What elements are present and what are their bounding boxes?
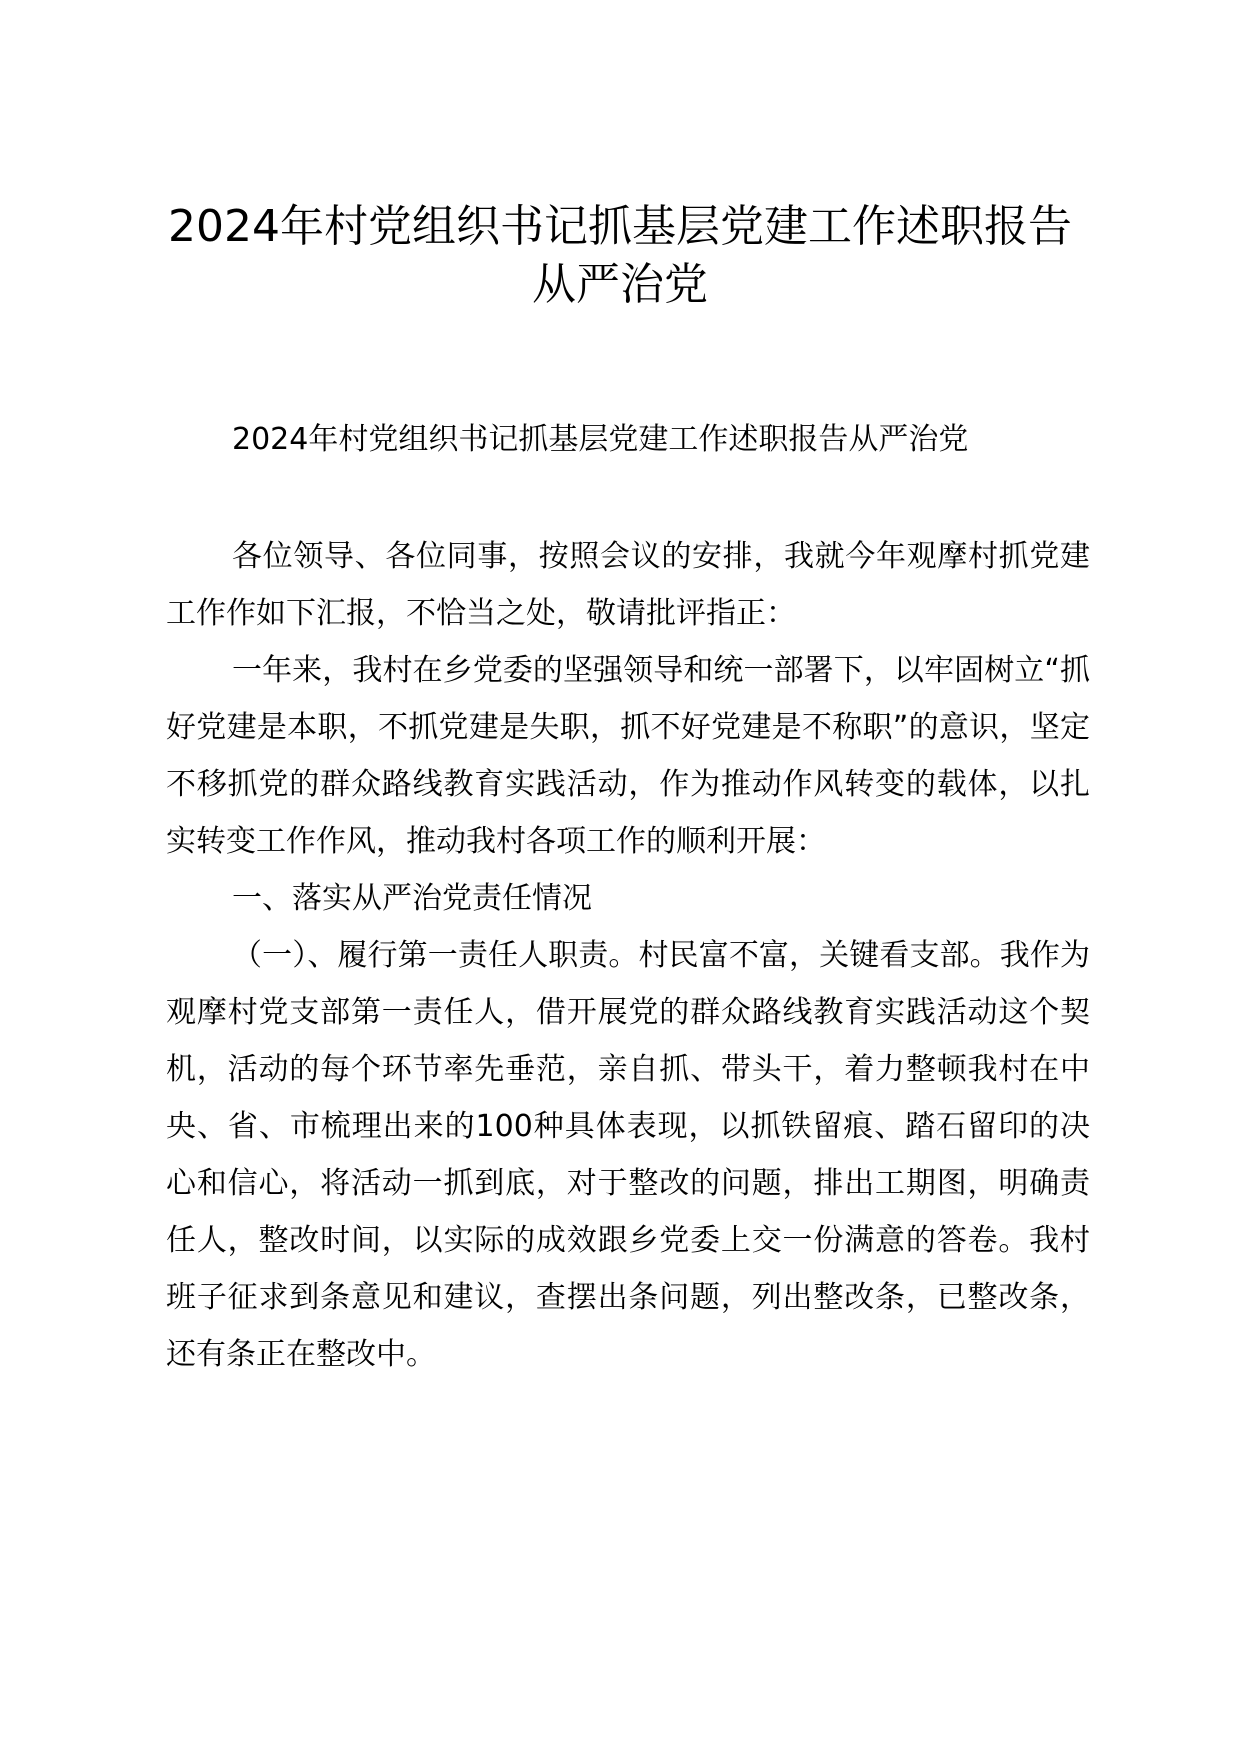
- section-heading: 一、落实从严治党责任情况: [232, 881, 592, 916]
- document-title: 2024年村党组织书记抓基层党建工作述职报告从严治党: [168, 201, 1072, 310]
- section-paragraph: （一）、履行第一责任人职责。村民富不富，关键看支部。我作为观摩村党支部第一责任人，借开展党的群众路线教育实践活动这个契机，活动的每个环节率先垂范，亲自抓、带头干，着力整顿我村在中央、省、市梳理出来的100种具体表现，以抓铁留痕、踏石留印的决心和信心，将活动一抓到底，对于整改的问题，排出工期图，明确责任人，整改时间，以实际的成效跟乡党委上交一份满意的答卷。我村班子征求到条意见和建议，查摆出条问题，列出整改条，已整改条，还有条正在整改中。: [166, 938, 1090, 1372]
- summary-paragraph: 一年来，我村在乡党委的坚强领导和统一部署下，以牢固树立“抓好党建是本职，不抓党建是失职，抓不好党建是不称职”的意识，坚定不移抓党的群众路线教育实践活动，作为推动作风转变的载体，以扎实转变工作作风，推动我村各项工作的顺利开展：: [166, 653, 1090, 859]
- opening-paragraph: 各位领导、各位同事，按照会议的安排，我就今年观摩村抓党建工作作如下汇报，不恰当之处，敬请批评指正：: [166, 539, 1090, 631]
- document-subtitle: 2024年村党组织书记抓基层党建工作述职报告从严治党: [232, 422, 969, 457]
- document-body: [166, 528, 1090, 1383]
